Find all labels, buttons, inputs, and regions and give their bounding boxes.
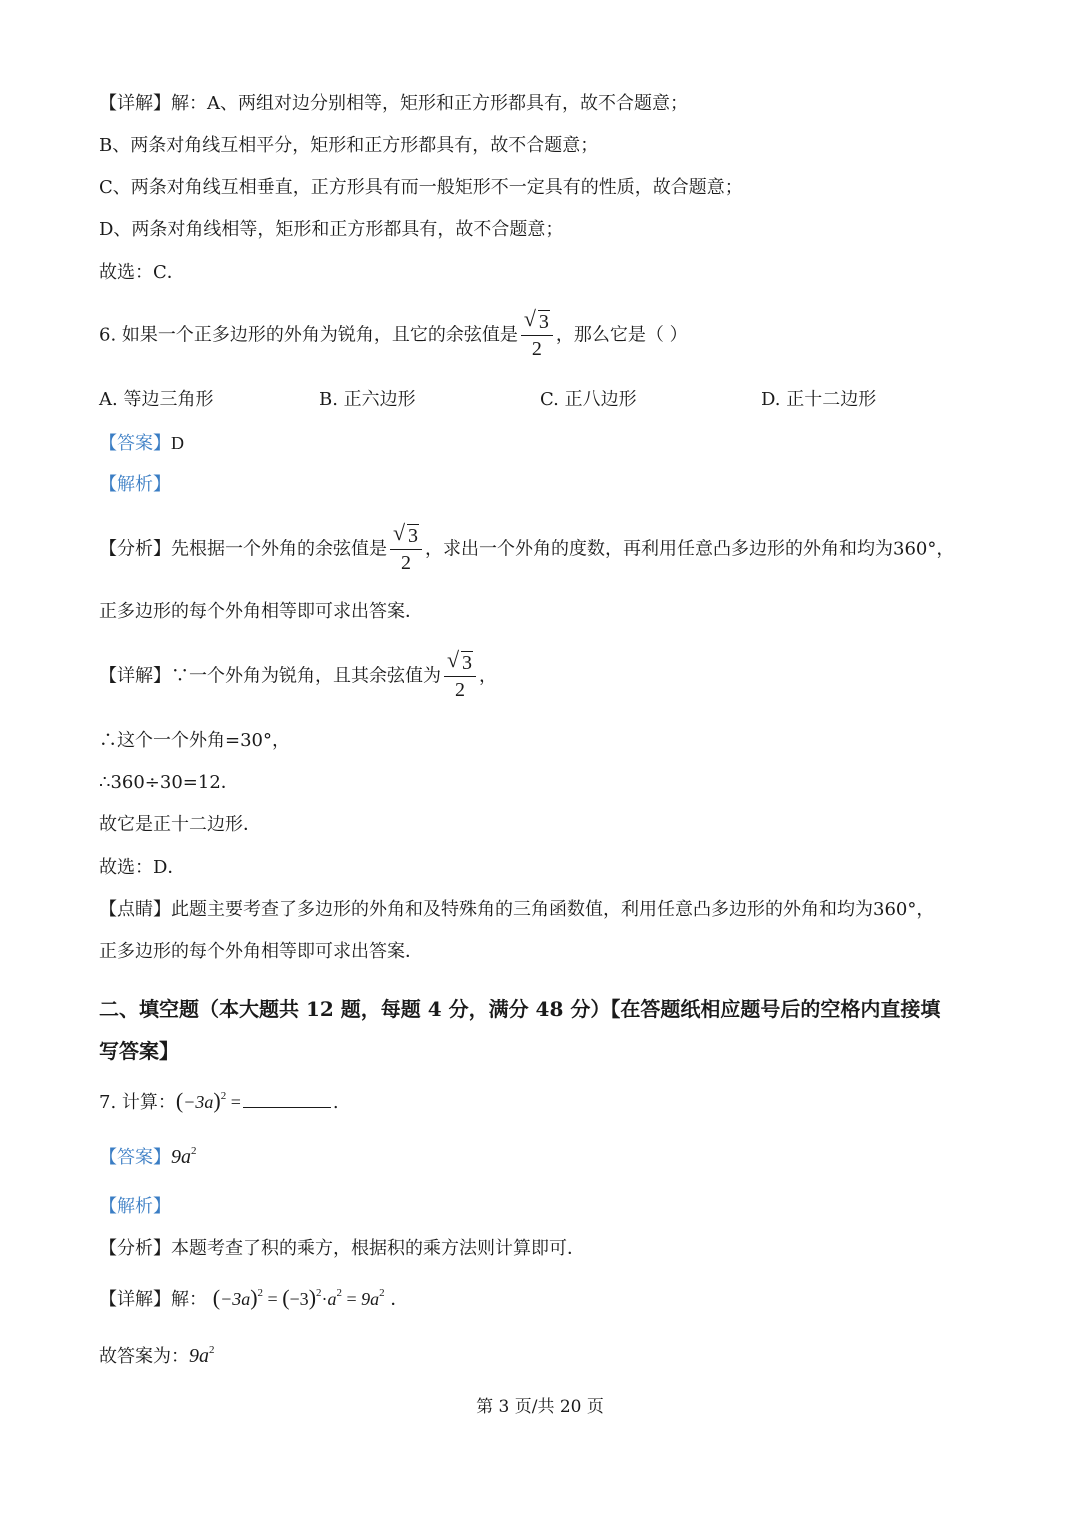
detail-label: 【详解】 [99, 93, 171, 114]
final-value: 9a [189, 1345, 209, 1367]
q7-analysis-label: 【解析】 [99, 1196, 171, 1217]
detail-label: 【详解】 [99, 665, 171, 687]
answer-label: 【答案】 [99, 1147, 171, 1168]
q7-final-answer [99, 1344, 215, 1369]
sqrt3-over-2-fraction: √ 3 2 [521, 310, 553, 361]
term-exp-2: 2 [316, 1287, 322, 1299]
result-exp: 2 [379, 1287, 385, 1299]
detail-line-b: B、两条对角线互相平分，矩形和正方形都具有，故不合题意； [99, 135, 599, 156]
choose-c-line: 故选：C． [99, 262, 185, 283]
detail-end: ． [390, 1289, 409, 1310]
q7-derivation: $(-3a)^2 = (-3)^2\cdot a^2 = 9a^2$ [212, 1285, 385, 1310]
answer-value: 9a [171, 1146, 191, 1168]
multiply-dot: · [321, 1289, 328, 1309]
term-a: a [327, 1289, 337, 1309]
q7-detail-line [99, 1286, 408, 1312]
dianjing-label: 【点睛】 [99, 899, 171, 920]
option-c: C. 正八边形 [540, 389, 637, 410]
equals-2: = [346, 1289, 357, 1309]
detail-prefix: 解： [171, 1289, 207, 1310]
detail-line-c: C、两条对角线互相垂直，正方形具有而一般矩形不一定具有的性质，故合题意； [99, 177, 743, 198]
detail-text-before: ∵一个外角为锐角，且其余弦值为 [171, 665, 441, 687]
fenxi-label: 【分析】 [99, 538, 171, 560]
question-7-stem [99, 1089, 339, 1115]
step-conclusion: 故它是正十二边形． [99, 814, 261, 835]
fenxi-label: 【分析】 [99, 1238, 171, 1259]
question-6-stem [99, 306, 688, 361]
expr-exponent: 2 [220, 1090, 227, 1102]
expr-base: −3a [183, 1092, 214, 1112]
final-label: 故答案为： [99, 1346, 189, 1367]
q6-stem-text: 6. 如果一个正多边形的外角为锐角，且它的余弦值是 [99, 324, 518, 346]
answer-exponent: 2 [191, 1145, 197, 1157]
q6-dianjing-line2: 正多边形的每个外角相等即可求出答案． [99, 941, 423, 962]
sqrt3-over-2-fraction: √ 3 2 [390, 524, 422, 575]
answer-label: 【答案】 [99, 433, 171, 454]
q6-fenxi-line1 [99, 520, 955, 575]
dianjing-text: 此题主要考查了多边形的外角和及特殊角的三角函数值，利用任意凸多边形的外角和均为360°， [171, 899, 935, 920]
q6-analysis-label: 【解析】 [99, 474, 171, 495]
step-exterior-angle: ∴这个一个外角=30°， [99, 730, 290, 751]
q6-fenxi-line2: 正多边形的每个外角相等即可求出答案． [99, 601, 423, 622]
frac-denominator: 2 [401, 552, 411, 574]
answer-value: D [171, 433, 184, 453]
q7-stem-text: 7. 计算： [99, 1092, 176, 1113]
page-footer: 第 3 页/共 20 页 [476, 1397, 604, 1417]
frac-denominator: 2 [455, 679, 465, 701]
term-base-1: −3a [220, 1289, 251, 1309]
detail-text-after: ， [479, 665, 497, 687]
detail-line-a [99, 92, 688, 116]
frac-numerator: 3 [462, 652, 472, 674]
choose-d-line: 故选：D． [99, 857, 186, 878]
section2-heading-line2: 写答案】 [99, 1039, 179, 1063]
section2-heading-line1: 二、填空题（本大题共 12 题，每题 4 分，满分 48 分）【在答题纸相应题号后的空格内直接填 [99, 997, 941, 1021]
q6-answer [99, 431, 184, 456]
result-coef: 9a [361, 1289, 380, 1309]
frac-denominator: 2 [531, 338, 542, 360]
detail-label: 【详解】 [99, 1289, 171, 1310]
q6-dianjing-line1 [99, 898, 934, 922]
final-exponent: 2 [209, 1344, 215, 1356]
term-exp-3: 2 [336, 1287, 343, 1299]
frac-numerator: 3 [408, 525, 418, 547]
q7-end-dot: . [332, 1092, 339, 1113]
q7-expression: $(-3a)^2$ = [175, 1088, 241, 1113]
option-b: B. 正六边形 [319, 389, 416, 410]
equals-1: = [267, 1289, 278, 1309]
answer-blank[interactable] [243, 1089, 331, 1108]
fenxi-text-before: 先根据一个外角的余弦值是 [171, 538, 387, 560]
q6-detail-line [99, 647, 497, 702]
equals-sign: = [230, 1092, 241, 1112]
term-base-2: −3 [289, 1289, 309, 1309]
fenxi-text: 本题考查了积的乘方，根据积的乘方法则计算即可． [171, 1238, 585, 1259]
fenxi-text-after: ，求出一个外角的度数，再利用任意凸多边形的外角和均为360°， [425, 538, 955, 560]
q7-fenxi-line [99, 1237, 585, 1261]
sqrt3-over-2-fraction: √ 3 2 [444, 651, 476, 702]
frac-numerator: 3 [538, 311, 549, 333]
term-exp-1: 2 [257, 1287, 264, 1299]
detail-line-d: D、两条对角线相等，矩形和正方形都具有，故不合题意； [99, 219, 564, 240]
detail-text: 解：A、两组对边分别相等，矩形和正方形都具有，故不合题意； [171, 93, 688, 114]
option-a: A. 等边三角形 [99, 389, 214, 410]
q7-answer [99, 1145, 197, 1170]
q6-stem-end: ，那么它是（ ） [555, 324, 688, 346]
step-division: ∴360÷30=12． [99, 772, 239, 793]
option-d: D. 正十二边形 [761, 389, 877, 410]
